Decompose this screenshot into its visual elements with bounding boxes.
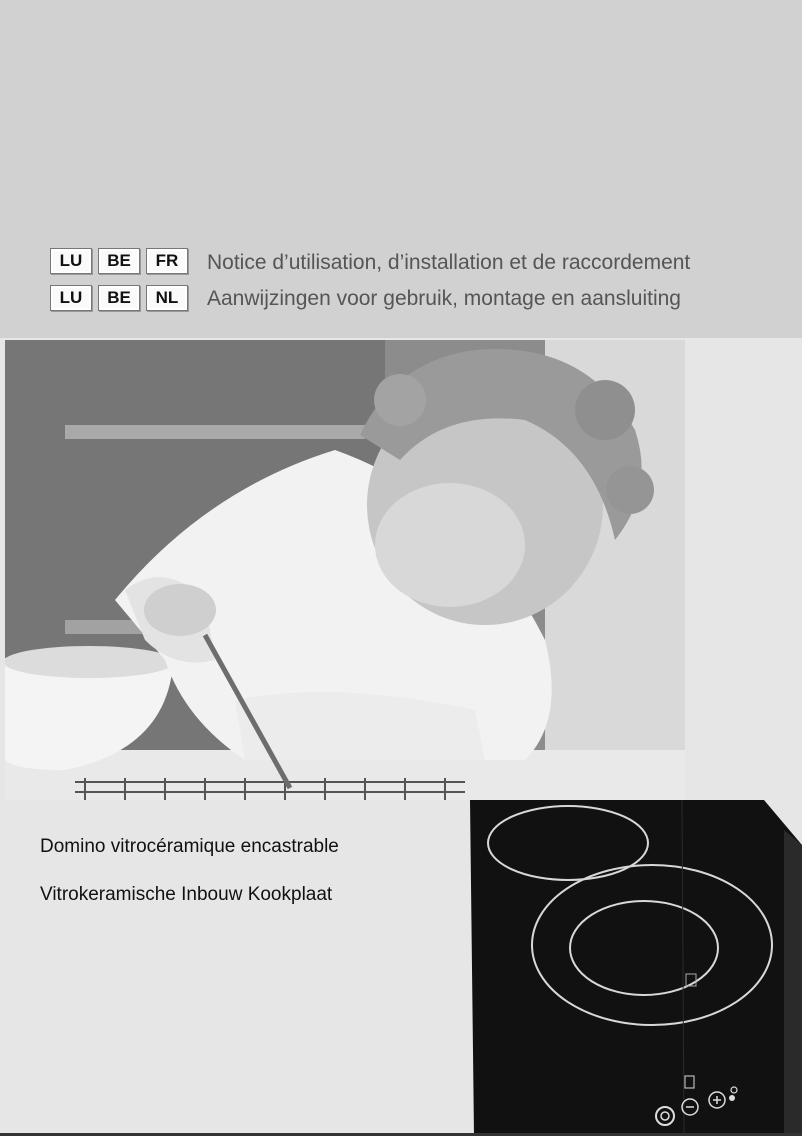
country-badge-be: BE (98, 285, 140, 311)
product-title-nl: Vitrokeramische Inbouw Kookplaat (40, 884, 333, 905)
country-badge-be: BE (98, 248, 140, 274)
notice-title-nl: Aanwijzingen voor gebruik, montage en aansluiting (207, 287, 681, 310)
country-badge-nl: NL (146, 285, 188, 311)
country-badge-lu: LU (50, 248, 92, 274)
notice-title-fr: Notice d’utilisation, d’installation et de raccordement (207, 251, 691, 274)
language-row-fr (50, 248, 194, 274)
language-row-nl (50, 285, 194, 311)
country-badge-fr: FR (146, 248, 188, 274)
product-title-fr: Domino vitrocéramique encastrable (40, 836, 339, 857)
country-badge-lu: LU (50, 285, 92, 311)
child-cooking-photo (5, 340, 685, 800)
ceramic-hob-image (464, 800, 802, 1136)
